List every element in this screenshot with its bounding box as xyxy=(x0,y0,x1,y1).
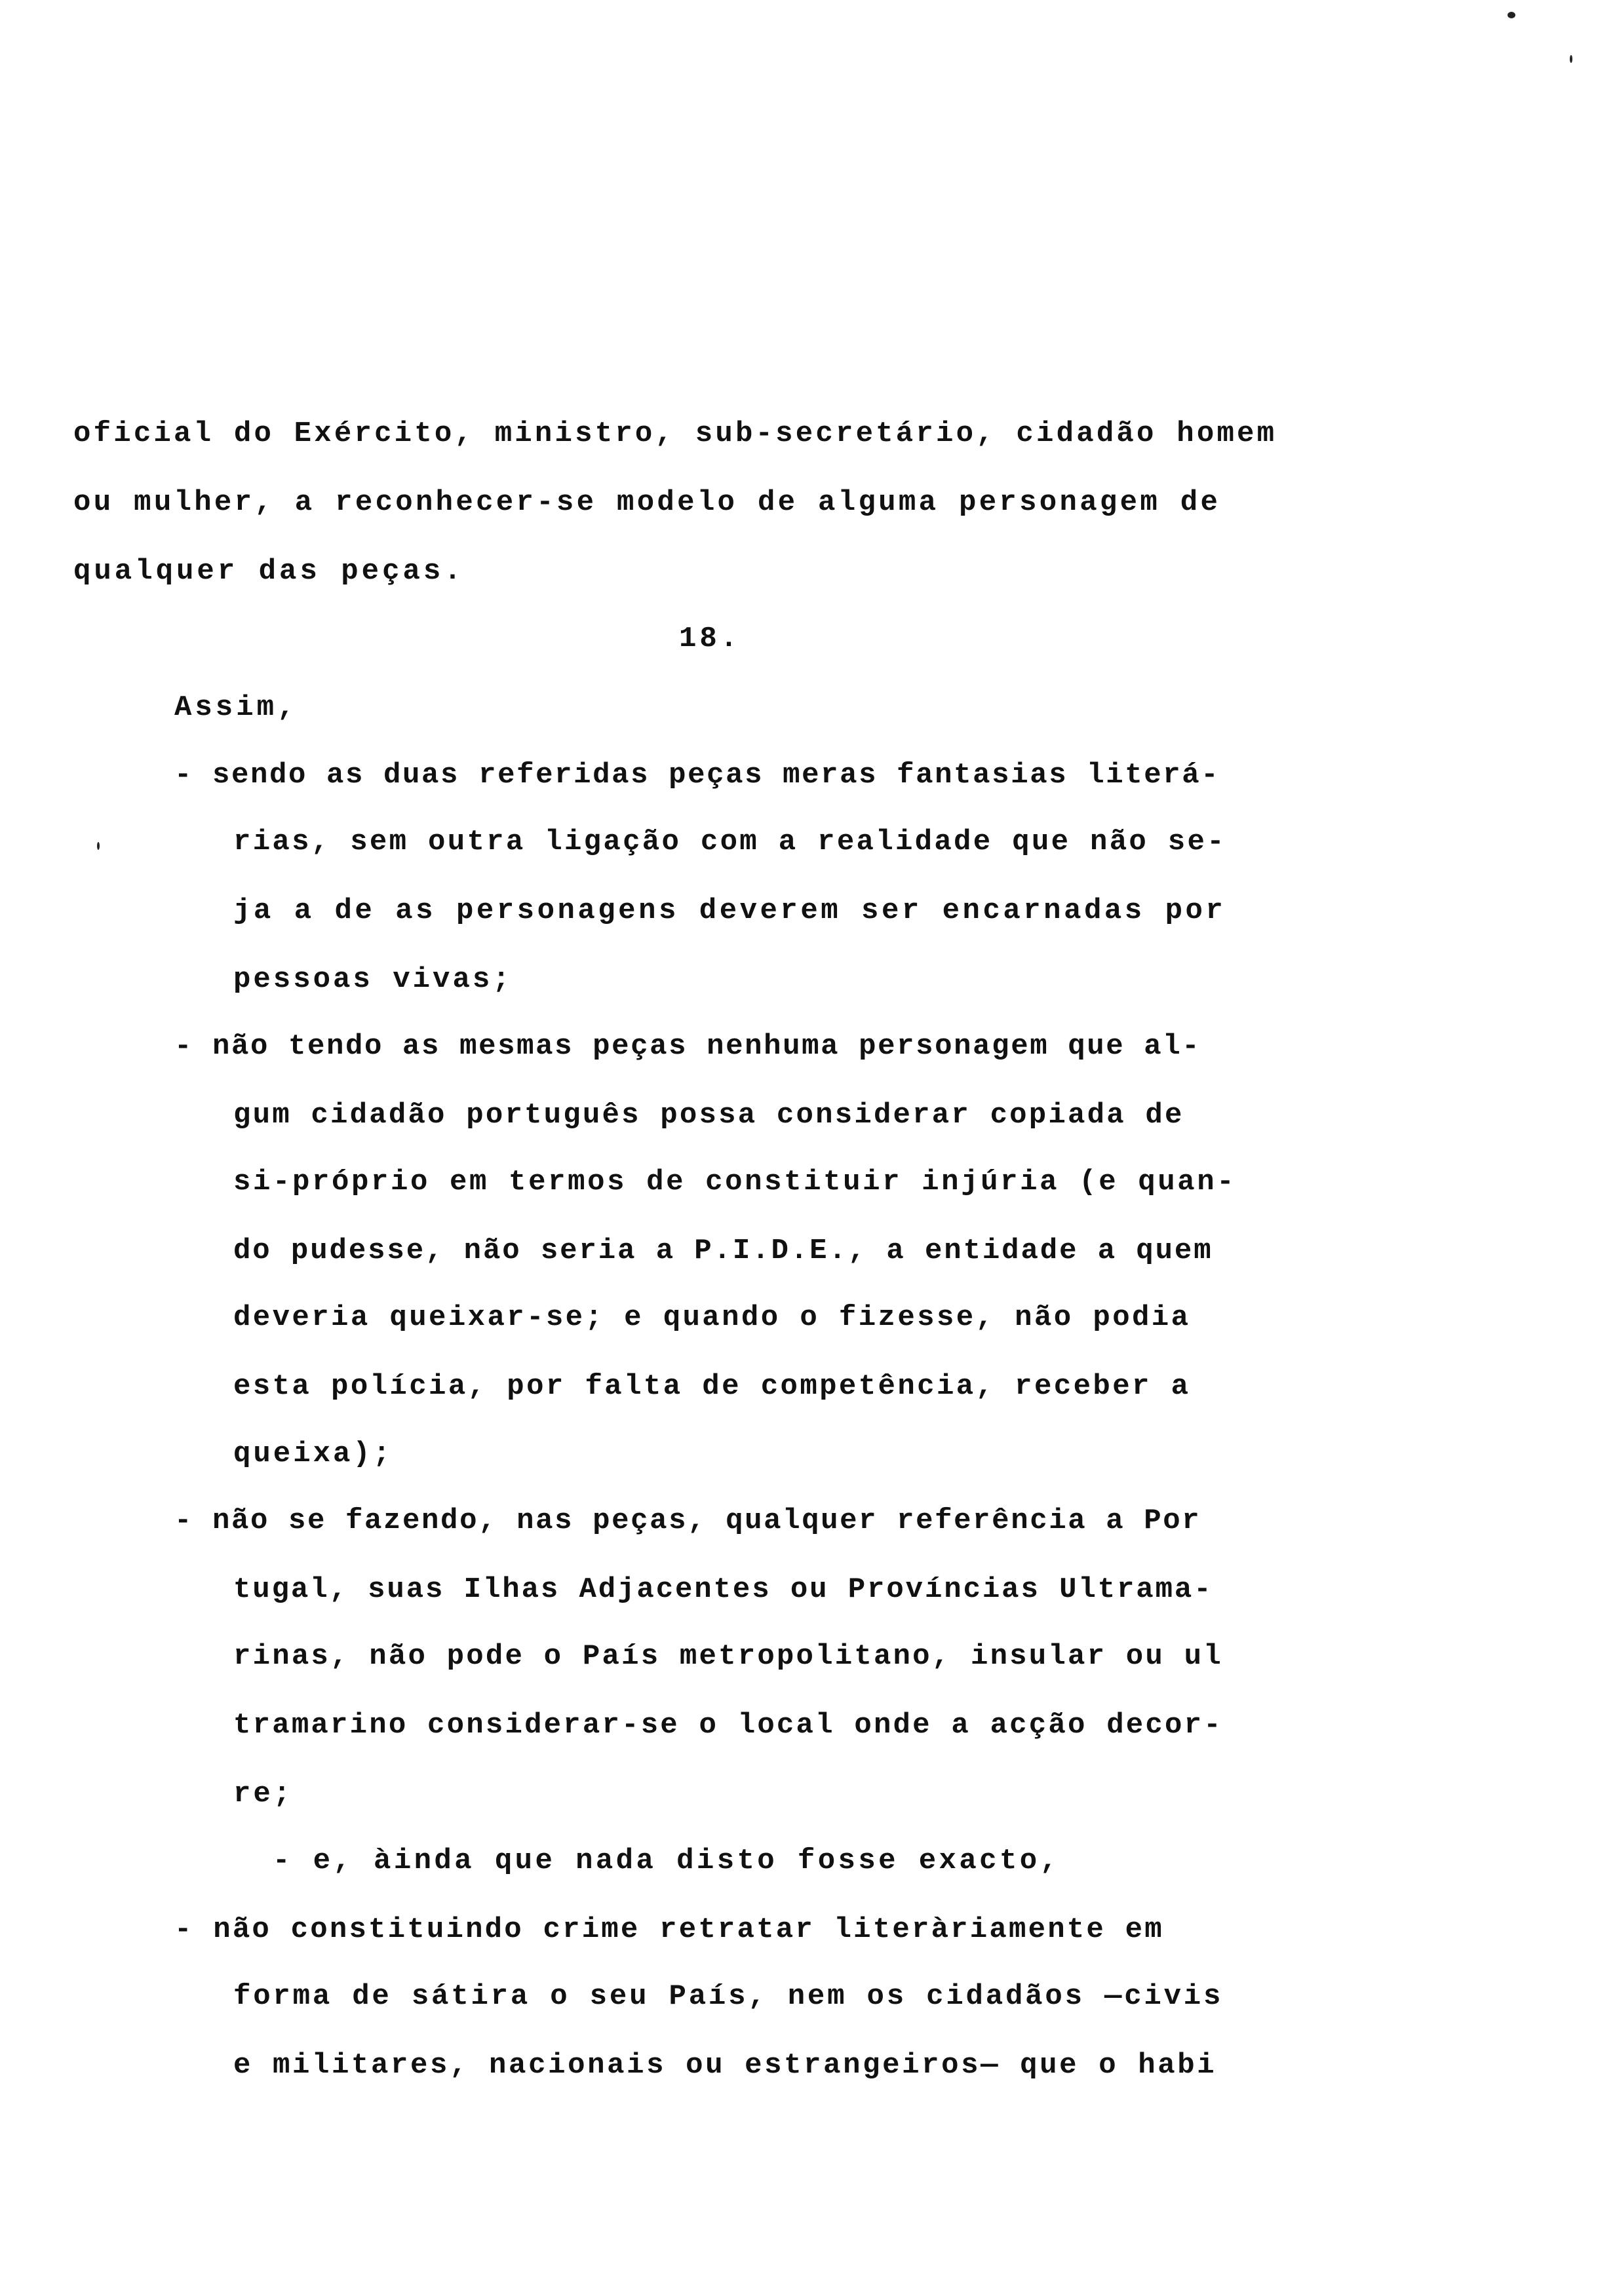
list-item-line: - sendo as duas referidas peças meras fantasias literá- xyxy=(174,759,1220,792)
list-item-line: gum cidadão português possa considerar copiada de xyxy=(233,1099,1184,1132)
list-item-line: ja a de as personagens deverem ser encarnadas por xyxy=(233,894,1226,927)
text-line: ou mulher, a reconhecer-se modelo de alguma personagem de xyxy=(73,486,1221,519)
list-item-line: e militares, nacionais ou estrangeiros— que o habi xyxy=(233,2049,1217,2082)
list-item-line: si-próprio em termos de constituir injúria (e quan- xyxy=(233,1166,1237,1198)
list-item-line: - não tendo as mesmas peças nenhuma personagem que al- xyxy=(174,1030,1201,1063)
list-item-line: rias, sem outra ligação com a realidade que não se- xyxy=(233,826,1226,858)
list-item-line: do pudesse, não seria a P.I.D.E., a entidade a quem xyxy=(233,1234,1213,1267)
list-item-line: - não se fazendo, nas peças, qualquer referência a Por xyxy=(174,1504,1201,1537)
scan-speck xyxy=(1570,55,1572,63)
scan-speck xyxy=(1508,12,1515,18)
list-item-line: queixa); xyxy=(233,1438,393,1470)
list-item-line: tramarino considerar-se o local onde a acção decor- xyxy=(233,1709,1223,1742)
scan-speck xyxy=(97,842,100,850)
list-item-line: - e, àinda que nada disto fosse exacto, xyxy=(273,1845,1060,1877)
list-item-line: pessoas vivas; xyxy=(233,963,513,996)
list-item-line: deveria queixar-se; e quando o fizesse, não podia xyxy=(233,1301,1191,1334)
text-line: qualquer das peças. xyxy=(73,555,465,588)
list-item-line: esta polícia, por falta de competência, receber a xyxy=(233,1370,1191,1403)
list-item-line: - não constituindo crime retratar literàriamente em xyxy=(174,1913,1164,1946)
list-item-line: re; xyxy=(233,1778,294,1810)
text-line: oficial do Exército, ministro, sub-secretário, cidadão homem xyxy=(73,417,1277,450)
list-item-line: rinas, não pode o País metropolitano, insular ou ul xyxy=(233,1640,1223,1673)
text-line: Assim, xyxy=(174,691,298,724)
section-number: 18. xyxy=(679,622,741,655)
list-item-line: forma de sátira o seu País, nem os cidadãos —civis xyxy=(233,1980,1224,2013)
list-item-line: tugal, suas Ilhas Adjacentes ou Províncias Ultrama- xyxy=(233,1573,1213,1606)
